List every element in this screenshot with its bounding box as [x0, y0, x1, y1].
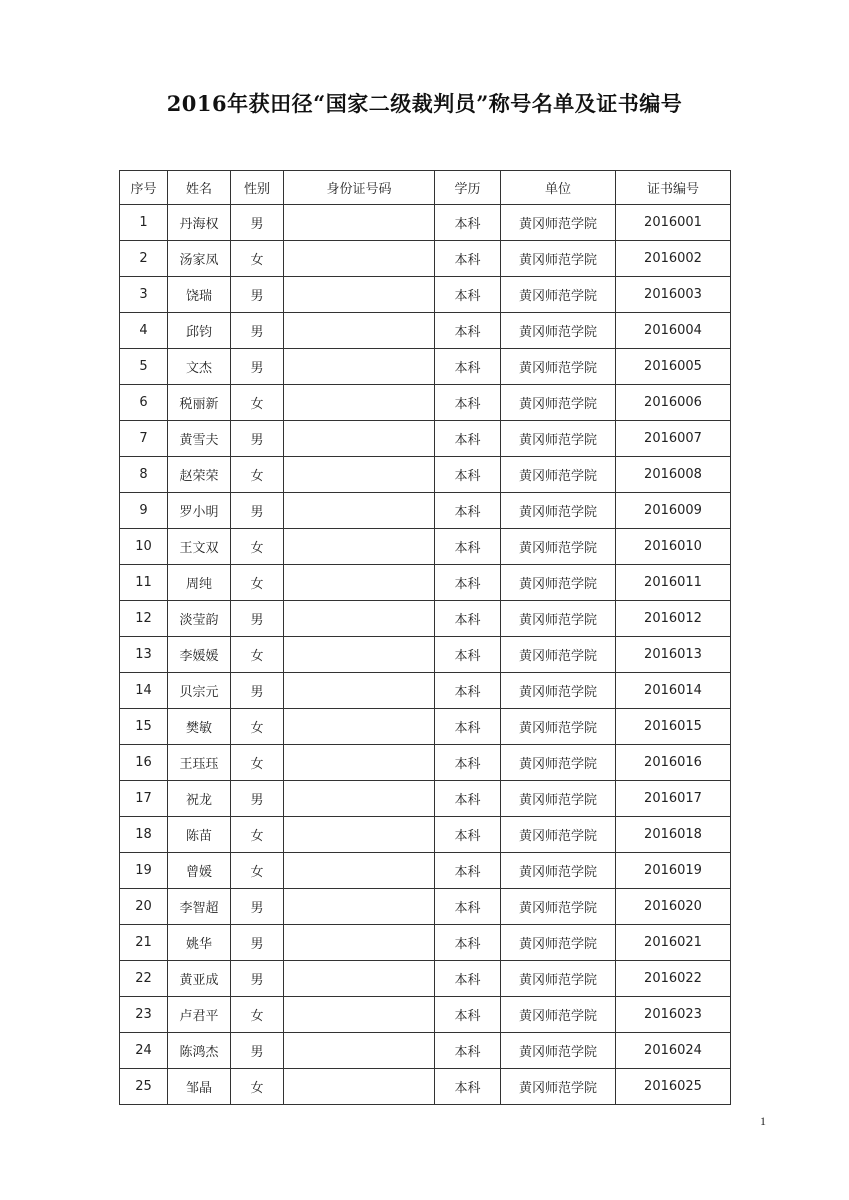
cell-id-number	[284, 745, 435, 781]
table-row	[120, 349, 731, 385]
cell-name: 邹晶	[168, 1069, 231, 1105]
cell-unit: 黄冈师范学院	[501, 673, 616, 709]
cell-certificate-no: 2016010	[616, 529, 731, 565]
cell-id-number	[284, 349, 435, 385]
cell-index: 15	[120, 709, 168, 745]
cell-unit: 黄冈师范学院	[501, 565, 616, 601]
table-row	[120, 925, 731, 961]
cell-id-number	[284, 817, 435, 853]
cell-education: 本科	[435, 1033, 501, 1069]
cell-index: 9	[120, 493, 168, 529]
table-row	[120, 241, 731, 277]
cell-index: 25	[120, 1069, 168, 1105]
cell-unit: 黄冈师范学院	[501, 493, 616, 529]
cell-name: 黄亚成	[168, 961, 231, 997]
cell-name: 黄雪夫	[168, 421, 231, 457]
cell-education: 本科	[435, 529, 501, 565]
cell-unit: 黄冈师范学院	[501, 1033, 616, 1069]
cell-education: 本科	[435, 853, 501, 889]
cell-education: 本科	[435, 817, 501, 853]
cell-index: 22	[120, 961, 168, 997]
cell-gender: 男	[231, 1033, 284, 1069]
cell-name: 贝宗元	[168, 673, 231, 709]
table-row	[120, 385, 731, 421]
cell-index: 13	[120, 637, 168, 673]
table-row	[120, 745, 731, 781]
cell-gender: 女	[231, 1069, 284, 1105]
cell-name: 汤家凤	[168, 241, 231, 277]
cell-gender: 男	[231, 349, 284, 385]
cell-unit: 黄冈师范学院	[501, 457, 616, 493]
cell-unit: 黄冈师范学院	[501, 529, 616, 565]
page-number: 1	[760, 1114, 766, 1128]
table-row	[120, 529, 731, 565]
cell-index: 21	[120, 925, 168, 961]
cell-unit: 黄冈师范学院	[501, 853, 616, 889]
table-row	[120, 1033, 731, 1069]
cell-index: 8	[120, 457, 168, 493]
cell-id-number	[284, 673, 435, 709]
cell-unit: 黄冈师范学院	[501, 349, 616, 385]
table-row	[120, 673, 731, 709]
column-header: 单位	[501, 171, 616, 205]
cell-unit: 黄冈师范学院	[501, 889, 616, 925]
cell-name: 税丽新	[168, 385, 231, 421]
cell-id-number	[284, 961, 435, 997]
cell-index: 1	[120, 205, 168, 241]
cell-id-number	[284, 529, 435, 565]
column-header: 性别	[231, 171, 284, 205]
cell-education: 本科	[435, 745, 501, 781]
cell-unit: 黄冈师范学院	[501, 421, 616, 457]
cell-certificate-no: 2016020	[616, 889, 731, 925]
table-row	[120, 277, 731, 313]
cell-certificate-no: 2016019	[616, 853, 731, 889]
cell-certificate-no: 2016021	[616, 925, 731, 961]
cell-gender: 女	[231, 853, 284, 889]
cell-unit: 黄冈师范学院	[501, 385, 616, 421]
cell-unit: 黄冈师范学院	[501, 637, 616, 673]
cell-certificate-no: 2016012	[616, 601, 731, 637]
cell-name: 陈鸿杰	[168, 1033, 231, 1069]
cell-gender: 男	[231, 889, 284, 925]
cell-education: 本科	[435, 457, 501, 493]
cell-name: 赵荣荣	[168, 457, 231, 493]
cell-gender: 女	[231, 997, 284, 1033]
cell-certificate-no: 2016005	[616, 349, 731, 385]
cell-unit: 黄冈师范学院	[501, 601, 616, 637]
table-row	[120, 997, 731, 1033]
cell-unit: 黄冈师范学院	[501, 205, 616, 241]
cell-index: 12	[120, 601, 168, 637]
cell-index: 19	[120, 853, 168, 889]
cell-id-number	[284, 997, 435, 1033]
page-title: 2016年获田径“国家二级裁判员”称号名单及证书编号	[166, 91, 683, 116]
cell-education: 本科	[435, 1069, 501, 1105]
cell-name: 李智超	[168, 889, 231, 925]
table-row	[120, 709, 731, 745]
referee-table	[119, 170, 731, 1105]
cell-certificate-no: 2016003	[616, 277, 731, 313]
cell-education: 本科	[435, 601, 501, 637]
cell-certificate-no: 2016008	[616, 457, 731, 493]
cell-certificate-no: 2016004	[616, 313, 731, 349]
cell-gender: 女	[231, 817, 284, 853]
cell-gender: 男	[231, 781, 284, 817]
table-row	[120, 637, 731, 673]
cell-id-number	[284, 385, 435, 421]
table-row	[120, 853, 731, 889]
cell-unit: 黄冈师范学院	[501, 961, 616, 997]
cell-index: 6	[120, 385, 168, 421]
cell-name: 王文双	[168, 529, 231, 565]
cell-id-number	[284, 1069, 435, 1105]
cell-certificate-no: 2016015	[616, 709, 731, 745]
table-row	[120, 1069, 731, 1105]
column-header: 学历	[435, 171, 501, 205]
cell-education: 本科	[435, 313, 501, 349]
cell-education: 本科	[435, 493, 501, 529]
cell-certificate-no: 2016002	[616, 241, 731, 277]
cell-id-number	[284, 421, 435, 457]
table-row	[120, 961, 731, 997]
table-row	[120, 889, 731, 925]
cell-education: 本科	[435, 709, 501, 745]
cell-index: 18	[120, 817, 168, 853]
cell-name: 陈苗	[168, 817, 231, 853]
cell-name: 李媛媛	[168, 637, 231, 673]
table-row	[120, 601, 731, 637]
cell-education: 本科	[435, 277, 501, 313]
table-row	[120, 313, 731, 349]
cell-certificate-no: 2016016	[616, 745, 731, 781]
cell-id-number	[284, 889, 435, 925]
table-row	[120, 205, 731, 241]
table-row	[120, 817, 731, 853]
cell-education: 本科	[435, 565, 501, 601]
cell-id-number	[284, 925, 435, 961]
cell-unit: 黄冈师范学院	[501, 997, 616, 1033]
cell-name: 淡莹韵	[168, 601, 231, 637]
cell-name: 饶瑞	[168, 277, 231, 313]
cell-name: 卢君平	[168, 997, 231, 1033]
cell-gender: 女	[231, 709, 284, 745]
cell-index: 5	[120, 349, 168, 385]
cell-certificate-no: 2016007	[616, 421, 731, 457]
cell-education: 本科	[435, 997, 501, 1033]
cell-id-number	[284, 637, 435, 673]
column-header: 序号	[120, 171, 168, 205]
cell-gender: 女	[231, 529, 284, 565]
cell-name: 姚华	[168, 925, 231, 961]
cell-name: 邱钧	[168, 313, 231, 349]
cell-education: 本科	[435, 637, 501, 673]
cell-unit: 黄冈师范学院	[501, 925, 616, 961]
cell-name: 祝龙	[168, 781, 231, 817]
cell-index: 20	[120, 889, 168, 925]
cell-unit: 黄冈师范学院	[501, 781, 616, 817]
cell-index: 14	[120, 673, 168, 709]
cell-education: 本科	[435, 925, 501, 961]
cell-unit: 黄冈师范学院	[501, 313, 616, 349]
cell-education: 本科	[435, 781, 501, 817]
cell-certificate-no: 2016025	[616, 1069, 731, 1105]
cell-unit: 黄冈师范学院	[501, 1069, 616, 1105]
cell-gender: 男	[231, 673, 284, 709]
table-row	[120, 493, 731, 529]
cell-index: 3	[120, 277, 168, 313]
cell-gender: 男	[231, 313, 284, 349]
cell-id-number	[284, 313, 435, 349]
cell-gender: 女	[231, 637, 284, 673]
cell-index: 17	[120, 781, 168, 817]
cell-gender: 女	[231, 385, 284, 421]
cell-index: 11	[120, 565, 168, 601]
cell-education: 本科	[435, 421, 501, 457]
table-row	[120, 565, 731, 601]
cell-index: 23	[120, 997, 168, 1033]
cell-gender: 女	[231, 241, 284, 277]
cell-name: 樊敏	[168, 709, 231, 745]
cell-certificate-no: 2016017	[616, 781, 731, 817]
cell-certificate-no: 2016024	[616, 1033, 731, 1069]
table-body	[120, 205, 731, 1105]
column-header: 身份证号码	[284, 171, 435, 205]
cell-name: 王珏珏	[168, 745, 231, 781]
cell-certificate-no: 2016014	[616, 673, 731, 709]
cell-id-number	[284, 709, 435, 745]
cell-name: 周纯	[168, 565, 231, 601]
cell-index: 7	[120, 421, 168, 457]
cell-id-number	[284, 277, 435, 313]
cell-certificate-no: 2016018	[616, 817, 731, 853]
column-header: 姓名	[168, 171, 231, 205]
cell-unit: 黄冈师范学院	[501, 817, 616, 853]
cell-certificate-no: 2016013	[616, 637, 731, 673]
cell-gender: 女	[231, 565, 284, 601]
table-row	[120, 421, 731, 457]
cell-index: 24	[120, 1033, 168, 1069]
table-header-row	[120, 171, 731, 205]
cell-id-number	[284, 853, 435, 889]
cell-certificate-no: 2016022	[616, 961, 731, 997]
cell-education: 本科	[435, 673, 501, 709]
cell-gender: 男	[231, 925, 284, 961]
cell-education: 本科	[435, 385, 501, 421]
cell-gender: 男	[231, 961, 284, 997]
cell-certificate-no: 2016011	[616, 565, 731, 601]
cell-name: 罗小明	[168, 493, 231, 529]
cell-unit: 黄冈师范学院	[501, 745, 616, 781]
cell-certificate-no: 2016023	[616, 997, 731, 1033]
cell-certificate-no: 2016006	[616, 385, 731, 421]
cell-education: 本科	[435, 349, 501, 385]
cell-id-number	[284, 601, 435, 637]
cell-index: 2	[120, 241, 168, 277]
cell-unit: 黄冈师范学院	[501, 241, 616, 277]
cell-education: 本科	[435, 241, 501, 277]
column-header: 证书编号	[616, 171, 731, 205]
cell-unit: 黄冈师范学院	[501, 709, 616, 745]
cell-certificate-no: 2016001	[616, 205, 731, 241]
cell-unit: 黄冈师范学院	[501, 277, 616, 313]
cell-gender: 男	[231, 421, 284, 457]
cell-gender: 女	[231, 457, 284, 493]
cell-gender: 男	[231, 493, 284, 529]
cell-id-number	[284, 205, 435, 241]
cell-name: 丹海权	[168, 205, 231, 241]
cell-id-number	[284, 241, 435, 277]
cell-index: 10	[120, 529, 168, 565]
cell-education: 本科	[435, 889, 501, 925]
cell-id-number	[284, 1033, 435, 1069]
cell-education: 本科	[435, 961, 501, 997]
cell-gender: 男	[231, 205, 284, 241]
cell-name: 曾媛	[168, 853, 231, 889]
cell-gender: 男	[231, 277, 284, 313]
table-row	[120, 781, 731, 817]
cell-id-number	[284, 781, 435, 817]
cell-name: 文杰	[168, 349, 231, 385]
cell-index: 4	[120, 313, 168, 349]
cell-id-number	[284, 493, 435, 529]
cell-gender: 男	[231, 601, 284, 637]
cell-education: 本科	[435, 205, 501, 241]
cell-id-number	[284, 457, 435, 493]
cell-certificate-no: 2016009	[616, 493, 731, 529]
table-row	[120, 457, 731, 493]
cell-gender: 女	[231, 745, 284, 781]
cell-index: 16	[120, 745, 168, 781]
cell-id-number	[284, 565, 435, 601]
